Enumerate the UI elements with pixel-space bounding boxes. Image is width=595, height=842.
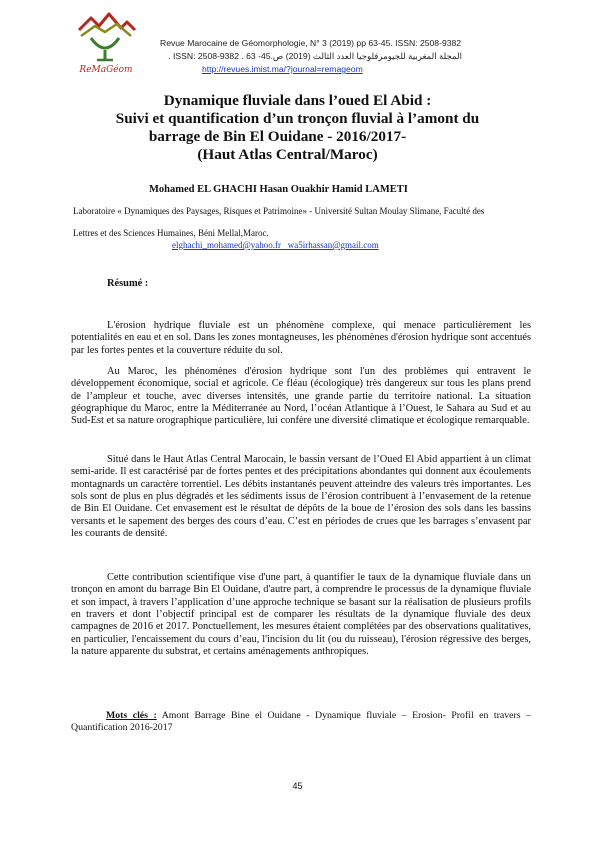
title-line: Dynamique fluviale dans l’oued El Abid : [163,92,432,109]
resume-paragraph: L'érosion hydrique fluviale est un phénomène complexe, qui menace particulièrement les potentialités en eau et en sol. Dans les zones montagneuses, les phénomènes d'érosion hydrique sont accentués par les fortes pentes et la couverture réduite du sol. [71,320,531,356]
journal-logo [75,10,137,76]
affiliation-line: Lettres et des Sciences Humaines, Béni Mellal,Maroc. [73,228,269,238]
affiliation-line: Laboratoire « Dynamiques des Paysages, Risques et Patrimoine» - Université Sultan Moulay Slimane, Faculté des [73,206,485,216]
resume-paragraph: Au Maroc, les phénomènes d'érosion hydrique sont l'un des problèmes qui entravent le développement économique, social et agricole. Ce fléau (écologique) très dangereux sur tous les plans prend de l’ampleur et touche, avec diverses intensités, une grande partie du territoire national. La situation géographique du Maroc, entre la Méditerranée au Nord, l’océan Atlantique à l’Ouest, le Sahara au Sud et au Sud-Est et sa nature orographique particulière, lui confère une diversité climatique et écologique remarquable. [71,366,531,427]
logo-text: ReMaGéom [79,65,133,75]
article-title [60,92,535,164]
title-line: (Haut Atlas Central/Maroc) [197,146,378,163]
title-line: barrage de Bin El Ouidane - 2016/2017- [148,128,407,145]
keywords-text: Amont Barrage Bine el Ouidane - Dynamique fluviale – Erosion- Profil en travers – Quantification 2016-2017 [71,710,531,734]
keywords-label: Mots clés : [106,710,157,721]
journal-url-link[interactable]: http://revues.imist.ma/?journal=remageom [202,64,363,74]
title-line: Suivi et quantification d’un tronçon fluvial à l’amont du [115,110,480,127]
resume-heading: Résumé : [107,278,149,289]
resume-paragraph: Cette contribution scientifique vise d'une part, à quantifier le taux de la dynamique fluviale dans un tronçon en amont du barrage Bin El Ouidane, d'autre part, à comprendre le processus de la dynamique fluviale et son impact, à travers l’application d’une approche technique se basant sur la réalisation de plusieurs profils en travers et dont l’objectif principal est de comparer les résultats de la dynamique fluviale des deux campagnes de 2016 et 2017. Ponctuellement, les mesures étaient complétées par des observations qualitatives, en particulier, l'encaissement du cours d’eau, l'incision du lit (ou du ruisseau), l'érosion régressive des berges, la nature apparente du substrat, et certains aménagements anthropiques. [71,572,531,658]
resume-paragraph: Situé dans le Haut Atlas Central Marocain, le bassin versant de l’Oued El Abid appartient à un climat semi-aride. Il est caractérisé par de fortes pentes et des précipitations abondantes qui donnent aux écoulements montagnards un caractère torrentiel. Les débits instantanés peuvent atteindre des valeurs très importantes. Les sols sont de plus en plus dégradés et les sédiments issus de l’érosion contribuent à l’envasement de la retenue de Bin El Ouidane. Cet envasement est le résultat de dépôts de la boue de l’érosion des sols dans les bassins versants et le sapement des berges des cours d’eau. C’est en périodes de crues que les barrages s’envasent par les courants de densité. [71,454,531,540]
journal-citation: Revue Marocaine de Géomorphologie, N° 3 (2019) pp 63-45. ISSN: 2508-9382 [160,38,462,48]
journal-citation-arabic: المجلة المغربية للجيومرفلوجيا العدد الثالث (2019) ص.45- 63 . ISSN: 2508-9382 . [168,51,462,61]
affiliation [73,200,543,244]
mountain-logo-icon [75,10,137,62]
keywords [71,710,531,735]
authors: Mohamed EL GHACHI Hasan Ouakhir Hamid LAMETI [149,184,408,195]
author-emails-link[interactable]: elghachi_mohamed@yahoo.fr wa5irhassan@gmail.com [172,240,379,250]
page-number: 45 [292,781,303,791]
